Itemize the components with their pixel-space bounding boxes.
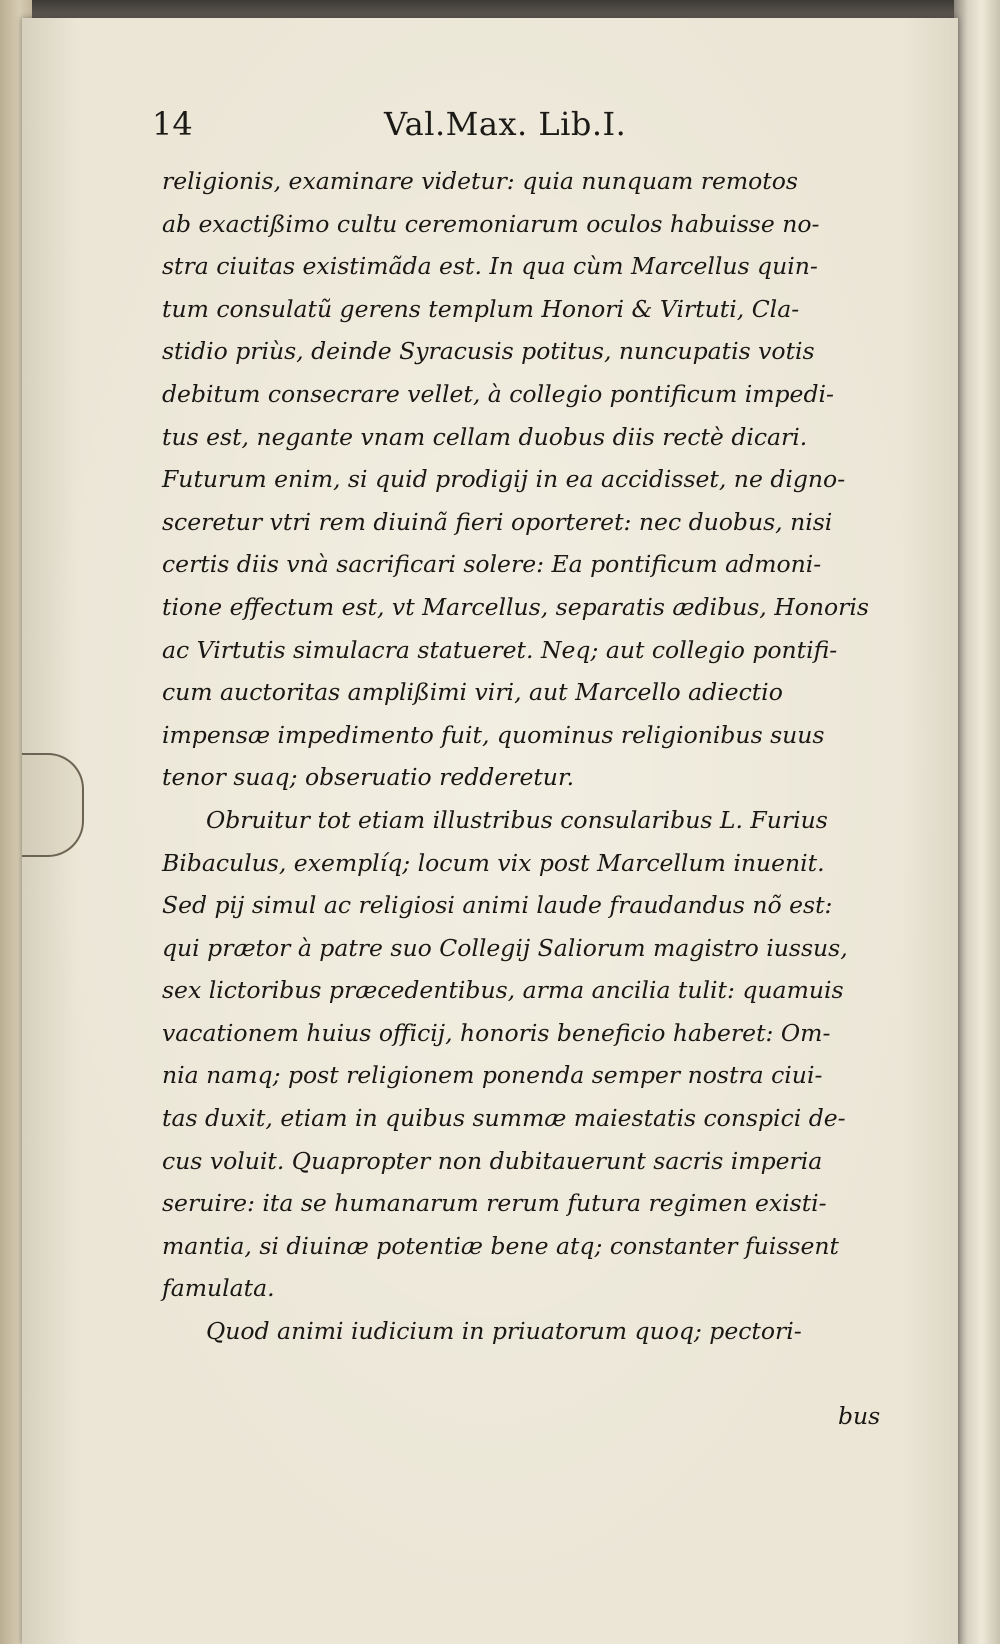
text-line: famulata. <box>162 1274 275 1303</box>
text-line: ac Virtutis simulacra statueret. Neq; aut collegio pontifi- <box>162 635 838 664</box>
text-line: qui prætor à patre suo Collegij Saliorum magistro iussus, <box>162 933 848 962</box>
paragraph-start-line: Obruitur tot etiam illustribus consularibus L. Furius <box>206 805 828 834</box>
text-line: cum auctoritas amplißimi viri, aut Marcello adiectio <box>162 678 783 707</box>
text-line: cus voluit. Quapropter non dubitauerunt sacris imperia <box>162 1146 823 1175</box>
running-head: Val.Max. Lib.I. <box>384 105 627 143</box>
paragraph-start-line: Quod animi iudicium in priuatorum quoq; pectori- <box>206 1317 802 1346</box>
text-line: ab exactißimo cultu ceremoniarum oculos habuisse no- <box>162 209 820 238</box>
text-line: seruire: ita se humanarum rerum futura regimen existi- <box>162 1189 827 1218</box>
text-line: tenor suaq; obseruatio redderetur. <box>162 763 575 792</box>
text-line: impensæ impedimento fuit, quominus religionibus suus <box>162 720 825 749</box>
text-line: sceretur vtri rem diuinã fieri oporteret: nec duobus, nisi <box>162 507 833 536</box>
text-line: sex lictoribus præcedentibus, arma ancilia tulit: quamuis <box>162 976 844 1005</box>
text-line: certis diis vnà sacrificari solere: Ea pontificum admoni- <box>162 550 822 579</box>
text-line: tum consulatũ gerens templum Honori & Virtuti, Cla- <box>162 294 800 323</box>
scan-background-right <box>954 0 1000 1644</box>
body-text <box>162 160 872 1353</box>
text-line: Bibaculus, exemplíq; locum vix post Marcellum inuenit. <box>162 848 825 877</box>
page-tab-clip <box>22 753 84 857</box>
text-line: tus est, negante vnam cellam duobus diis rectè dicari. <box>162 422 808 451</box>
text-line: Futurum enim, si quid prodigij in ea accidisset, ne digno- <box>162 465 846 494</box>
text-line: Sed pij simul ac religiosi animi laude fraudandus nõ est: <box>162 891 833 920</box>
text-line: mantia, si diuinæ potentiæ bene atq; constanter fuissent <box>162 1231 839 1260</box>
text-line: religionis, examinare videtur: quia nunquam remotos <box>162 167 798 195</box>
text-line: tione effectum est, vt Marcellus, separatis ædibus, Honoris <box>162 592 869 621</box>
text-line: vacationem huius officij, honoris beneficio haberet: Om- <box>162 1018 831 1047</box>
page-number: 14 <box>152 105 193 143</box>
catchword: bus <box>838 1402 881 1430</box>
page-header <box>152 105 872 155</box>
text-line: nia namq; post religionem ponenda semper nostra ciui- <box>162 1061 823 1090</box>
text-line: stra ciuitas existimãda est. In qua cùm Marcellus quin- <box>162 252 818 281</box>
text-line: tas duxit, etiam in quibus summæ maiestatis conspici de- <box>162 1104 846 1133</box>
text-line: stidio priùs, deinde Syracusis potitus, nuncupatis votis <box>162 337 815 366</box>
text-line: debitum consecrare vellet, à collegio pontificum impedi- <box>162 379 834 408</box>
